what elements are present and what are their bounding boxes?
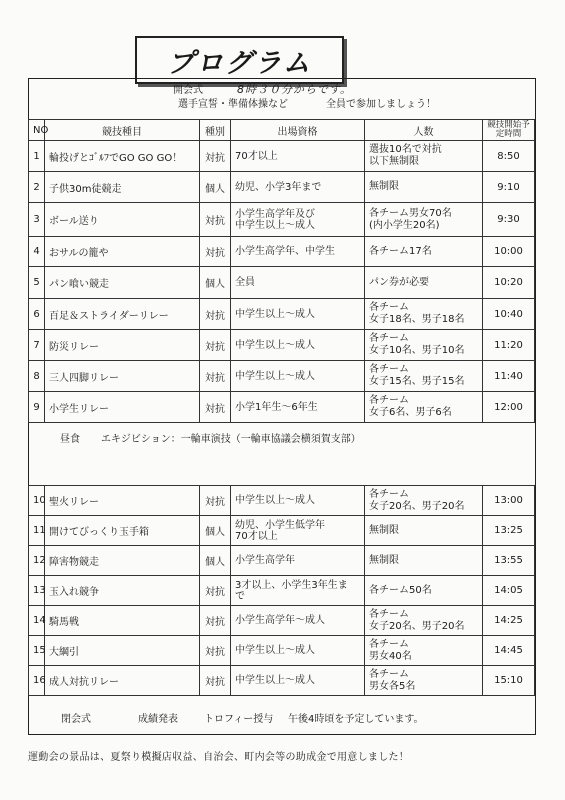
opening-ceremony-section [28,79,534,119]
event-name: 大綱引 [45,636,200,666]
event-no: 2 [29,172,45,203]
event-row [29,392,535,423]
event-start-time: 10:40 [483,299,535,330]
event-row [29,546,535,576]
event-participants: 各チーム 女子20名、男子20名 [365,606,483,636]
event-no: 3 [29,203,45,237]
title-box [135,36,344,84]
event-start-time: 9:10 [483,172,535,203]
event-kind: 対抗 [200,361,231,392]
closing-ceremony-section [28,700,534,733]
event-name: ボール送り [45,203,200,237]
event-name: パン喰い競走 [45,267,200,299]
header-kind: 種別 [200,120,231,141]
event-start-time: 13:55 [483,546,535,576]
closing-label: 閉会式 [61,714,91,725]
event-no: 12 [29,546,45,576]
event-kind: 対抗 [200,666,231,696]
event-start-time: 11:40 [483,361,535,392]
event-row [29,636,535,666]
event-kind: 対抗 [200,237,231,267]
event-kind: 個人 [200,516,231,546]
event-row [29,666,535,696]
lunch-section [28,425,534,489]
event-row [29,330,535,361]
event-kind: 個人 [200,172,231,203]
event-qualification: 中学生以上～成人 [231,666,365,696]
opening-time-note: 8時３０分からです。 [237,83,353,96]
event-row [29,141,535,172]
event-participants: 各チーム男女70名 (内小学生20名) [365,203,483,237]
table-header-row [29,120,535,141]
event-kind: 個人 [200,267,231,299]
event-name: 小学生リレー [45,392,200,423]
closing-trophy: トロフィー授与 [204,714,274,725]
event-start-time: 8:50 [483,141,535,172]
closing-results: 成績発表 [138,714,178,725]
event-participants: 各チーム 男女40名 [365,636,483,666]
event-qualification: 中学生以上～成人 [231,361,365,392]
event-participants: 各チーム 女子15名、男子15名 [365,361,483,392]
event-name: 聖火リレー [45,486,200,516]
opening-activities: 選手宣誓・準備体操など [178,99,288,110]
event-kind: 対抗 [200,486,231,516]
event-row [29,516,535,546]
opening-all-participate: 全員で参加しましょう！ [326,99,436,110]
event-start-time: 12:00 [483,392,535,423]
event-kind: 対抗 [200,392,231,423]
event-participants: 無制限 [365,546,483,576]
header-event: 競技種目 [45,120,200,141]
header-participants: 人数 [365,120,483,141]
event-no: 8 [29,361,45,392]
event-qualification: 小学生高学年及び 中学生以上～成人 [231,203,365,237]
event-name: 玉入れ競争 [45,576,200,606]
event-row [29,361,535,392]
event-kind: 対抗 [200,576,231,606]
event-participants: 各チーム 女子10名、男子10名 [365,330,483,361]
event-no: 13 [29,576,45,606]
opening-label: 開会式 [173,85,203,96]
event-name: 百足＆ストライダーリレー [45,299,200,330]
event-start-time: 10:00 [483,237,535,267]
event-qualification: 幼児、小学3年まで [231,172,365,203]
program-table-afternoon [28,485,535,696]
event-kind: 対抗 [200,141,231,172]
program-table-morning [28,119,535,423]
event-no: 6 [29,299,45,330]
event-kind: 対抗 [200,606,231,636]
event-row [29,486,535,516]
event-name: 三人四脚リレー [45,361,200,392]
closing-time-note: 午後4時頃を予定しています。 [288,714,424,725]
event-qualification: 中学生以上～成人 [231,330,365,361]
event-no: 10 [29,486,45,516]
event-row [29,203,535,237]
event-kind: 対抗 [200,299,231,330]
event-start-time: 9:30 [483,203,535,237]
event-start-time: 14:25 [483,606,535,636]
event-participants: 各チーム 女子6名、男子6名 [365,392,483,423]
event-name: 成人対抗リレー [45,666,200,696]
event-qualification: 小学1年生～6年生 [231,392,365,423]
event-participants: 各チーム17名 [365,237,483,267]
event-start-time: 11:20 [483,330,535,361]
event-qualification: 中学生以上～成人 [231,299,365,330]
event-kind: 対抗 [200,636,231,666]
event-qualification: 小学生高学年 [231,546,365,576]
event-start-time: 14:45 [483,636,535,666]
event-qualification: 幼児、小学生低学年 70才以上 [231,516,365,546]
event-no: 1 [29,141,45,172]
event-no: 14 [29,606,45,636]
event-name: 防災リレー [45,330,200,361]
footer-note: 運動会の景品は、夏祭り模擬店収益、自治会、町内会等の助成金で用意しました！ [28,752,410,763]
event-no: 16 [29,666,45,696]
event-no: 11 [29,516,45,546]
event-qualification: 全員 [231,267,365,299]
event-name: おサルの籠や [45,237,200,267]
event-qualification: 70才以上 [231,141,365,172]
event-row [29,606,535,636]
event-participants: 無制限 [365,516,483,546]
event-row [29,576,535,606]
event-participants: 各チーム 女子18名、男子18名 [365,299,483,330]
event-name: 障害物競走 [45,546,200,576]
event-qualification: 3才以上、小学生3年生ま で [231,576,365,606]
event-no: 7 [29,330,45,361]
event-name: 開けてびっくり玉手箱 [45,516,200,546]
event-no: 9 [29,392,45,423]
event-participants: 選抜10名で対抗 以下無制限 [365,141,483,172]
event-kind: 対抗 [200,203,231,237]
event-kind: 対抗 [200,330,231,361]
event-start-time: 14:05 [483,576,535,606]
opening-line-2 [178,98,436,111]
event-participants: 各チーム 男女各5名 [365,666,483,696]
event-qualification: 中学生以上～成人 [231,636,365,666]
event-start-time: 15:10 [483,666,535,696]
lunch-label: 昼食 [60,434,80,445]
event-qualification: 小学生高学年～成人 [231,606,365,636]
event-participants: 無制限 [365,172,483,203]
event-participants: 各チーム50名 [365,576,483,606]
event-start-time: 13:25 [483,516,535,546]
event-no: 5 [29,267,45,299]
event-row [29,172,535,203]
event-name: 騎馬戦 [45,606,200,636]
event-name: 子供30m徒競走 [45,172,200,203]
event-participants: パン券が必要 [365,267,483,299]
event-name: 輪投げとｺﾞﾙﾌでGO GO GO！ [45,141,200,172]
event-start-time: 10:20 [483,267,535,299]
event-qualification: 小学生高学年、中学生 [231,237,365,267]
event-start-time: 13:00 [483,486,535,516]
header-no: NO [29,120,45,141]
event-kind: 個人 [200,546,231,576]
event-no: 15 [29,636,45,666]
opening-line-1 [173,83,352,97]
lunch-exhibition-text: エキジビション：一輪車演技（一輪車協議会横須賀支部） [101,434,361,445]
event-qualification: 中学生以上～成人 [231,486,365,516]
event-row [29,299,535,330]
header-start-time: 競技開始予定時間 [483,120,535,141]
page-title: プログラム [167,47,312,79]
header-qualification: 出場資格 [231,120,365,141]
event-participants: 各チーム 女子20名、男子20名 [365,486,483,516]
event-row [29,237,535,267]
event-row [29,267,535,299]
event-no: 4 [29,237,45,267]
